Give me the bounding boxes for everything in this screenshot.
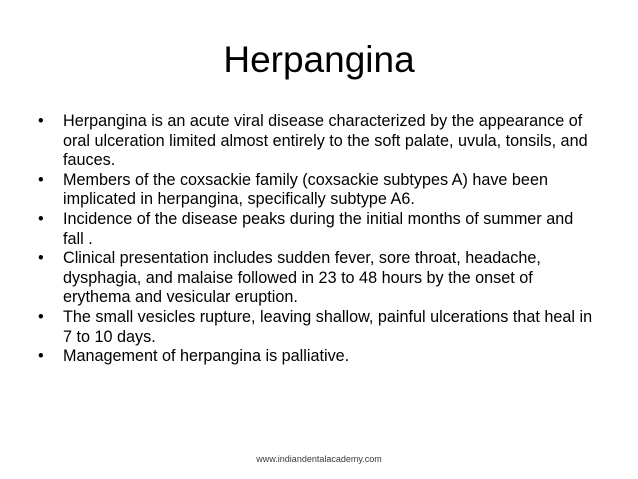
bullet-dot-icon: • [38,347,44,366]
bullet-text: Members of the coxsackie family (coxsackie subtypes A) have been implicated in herpangina, specifically subtype A6. [63,170,548,209]
bullet-text: Clinical presentation includes sudden fever, sore throat, headache, dysphagia, and malaise followed in 23 to 48 hours by the onset of erythema and vesicular eruption. [63,249,541,307]
bullet-item [38,308,598,347]
bullet-dot-icon: • [38,307,44,326]
bullet-dot-icon: • [38,209,44,228]
bullet-text: Herpangina is an acute viral disease characterized by the appearance of oral ulceration limited almost entirely to the soft palate, uvula, tonsils, and fauces. [63,112,588,170]
bullet-item [38,249,598,308]
slide-title: Herpangina [223,39,415,80]
bullet-text: Incidence of the disease peaks during the initial months of summer and fall . [63,209,574,248]
bullet-dot-icon: • [38,170,44,189]
bullet-text: Management of herpangina is palliative. [63,347,350,366]
bullet-list [38,112,598,367]
bullet-dot-icon: • [38,112,44,130]
bullet-text: The small vesicles rupture, leaving shallow, painful ulcerations that heal in 7 to 10 days. [63,307,593,346]
bullet-item [38,347,598,367]
bullet-item [38,112,598,171]
bullet-item [38,171,598,210]
bullet-item [38,210,598,249]
bullet-dot-icon: • [38,249,44,268]
footer-url: www.indiandentalacademy.com [256,454,382,464]
